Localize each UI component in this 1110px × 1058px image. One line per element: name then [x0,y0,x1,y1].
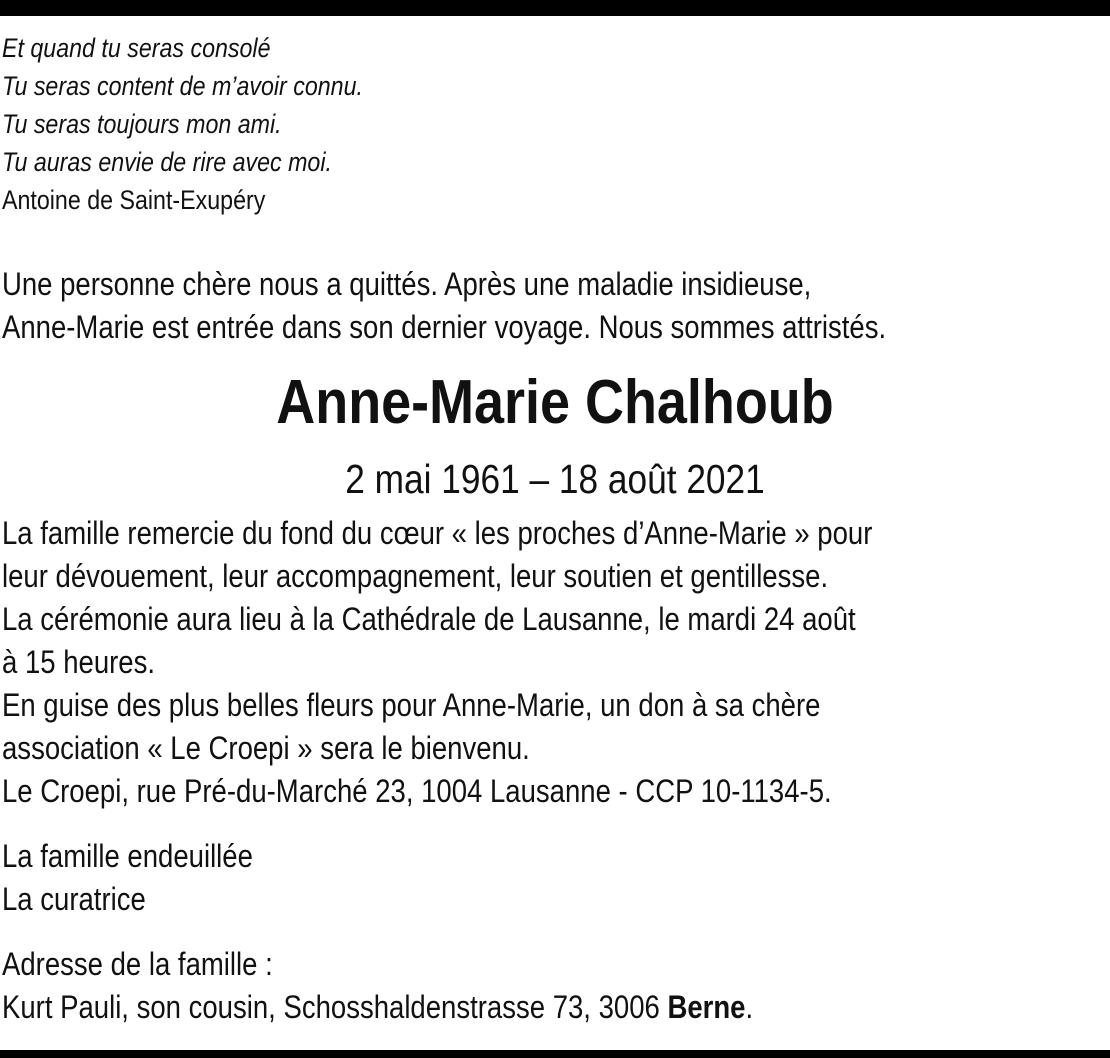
message-line-2: leur dévouement, leur accompagnement, leur soutien et gentillesse. [2,558,829,594]
poem-line-4: Tu auras envie de rire avec moi. [2,147,332,177]
intro-line-1: Une personne chère nous a quittés. Après une maladie insidieuse, [2,266,812,302]
poem-line-3: Tu seras toujours mon ami. [2,109,282,139]
life-dates: 2 mai 1961 – 18 août 2021 [345,456,765,502]
message-line-6: association « Le Croepi » sera le bienvenu. [2,730,530,766]
message-line-1: La famille remercie du fond du cœur « les proches d’Anne-Marie » pour [2,515,873,551]
address-end: . [745,989,754,1025]
signature-line-1: La famille endeuillée [2,838,253,874]
address-line [2,989,753,1026]
address-label: Adresse de la famille : [2,946,273,982]
address-text: Kurt Pauli, son cousin, Schosshaldenstrasse 73, 3006 [2,989,668,1025]
message-line-7: Le Croepi, rue Pré-du-Marché 23, 1004 Lausanne - CCP 10-1134-5. [2,773,832,809]
signature-line-2: La curatrice [2,881,146,917]
bottom-border-rule [0,1050,1110,1058]
message-line-4: à 15 heures. [2,644,155,680]
poem-line-1: Et quand tu seras consolé [2,33,271,63]
top-border-rule [0,0,1110,16]
intro-line-2: Anne-Marie est entrée dans son dernier voyage. Nous sommes attristés. [2,309,887,345]
address-city: Berne [667,989,746,1025]
deceased-name: Anne-Marie Chalhoub [276,368,834,437]
message-line-3: La cérémonie aura lieu à la Cathédrale de Lausanne, le mardi 24 août [2,601,856,637]
poem-line-2: Tu seras content de m’avoir connu. [2,71,363,101]
poem-author: Antoine de Saint-Exupéry [2,185,266,215]
message-line-5: En guise des plus belles fleurs pour Anne-Marie, un don à sa chère [2,687,821,723]
